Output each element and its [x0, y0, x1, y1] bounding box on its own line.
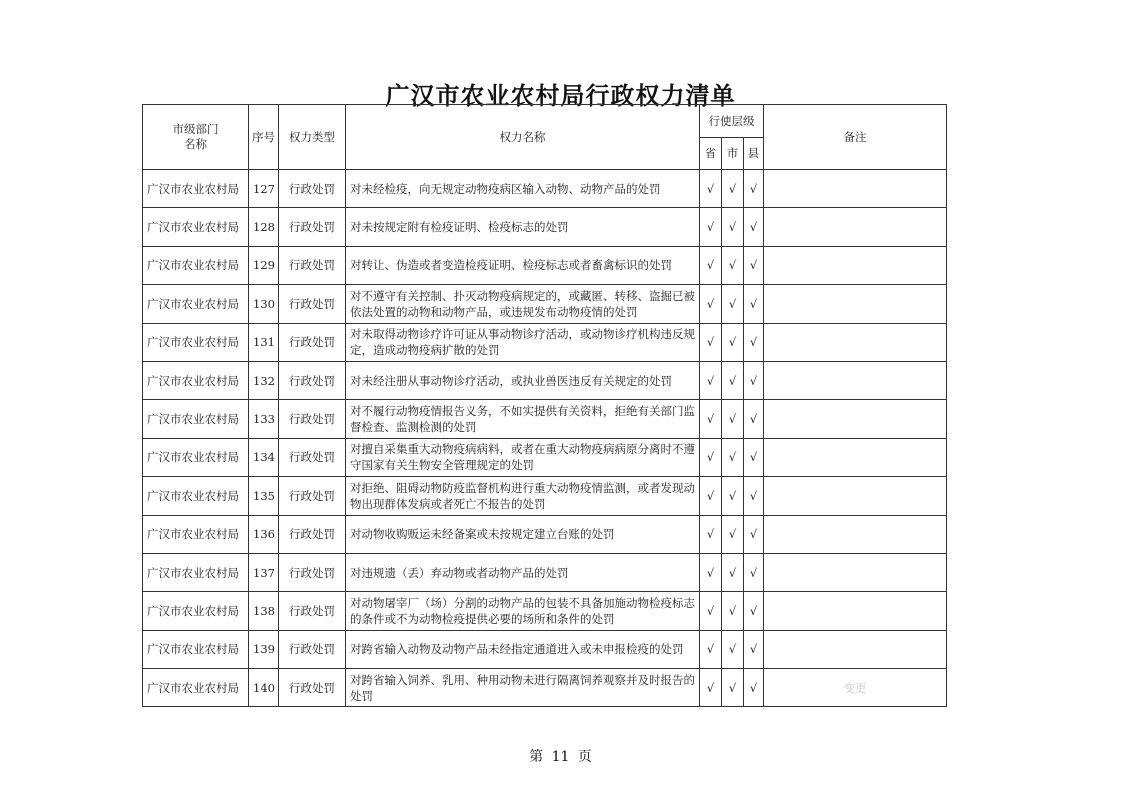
note-cell	[764, 400, 947, 438]
county-check: √	[744, 477, 764, 515]
table-row	[143, 170, 947, 208]
province-check: √	[700, 170, 722, 208]
type-cell: 行政处罚	[279, 323, 346, 361]
type-cell: 行政处罚	[279, 553, 346, 591]
dept-cell: 广汉市农业农村局	[143, 285, 249, 323]
table-row	[143, 515, 947, 553]
note-cell	[764, 477, 947, 515]
name-cell: 对未取得动物诊疗许可证从事动物诊疗活动，或动物诊疗机构违反规定，造成动物疫病扩散的处罚	[346, 323, 700, 361]
province-check: √	[700, 592, 722, 630]
province-check: √	[700, 285, 722, 323]
page-number	[0, 746, 1121, 766]
city-check: √	[722, 361, 744, 399]
type-cell: 行政处罚	[279, 285, 346, 323]
province-check: √	[700, 515, 722, 553]
header-seq: 序号	[249, 105, 279, 170]
seq-cell: 137	[249, 553, 279, 591]
seq-cell: 134	[249, 438, 279, 476]
seq-cell: 129	[249, 246, 279, 284]
table-row	[143, 592, 947, 630]
dept-cell: 广汉市农业农村局	[143, 323, 249, 361]
power-list-table	[142, 104, 947, 707]
table-row	[143, 361, 947, 399]
seq-cell: 138	[249, 592, 279, 630]
province-check: √	[700, 630, 722, 668]
name-cell: 对动物屠宰厂（场）分割的动物产品的包装不具备加施动物检疫标志的条件或不为动物检疫提供必要的场所和条件的处罚	[346, 592, 700, 630]
dept-cell: 广汉市农业农村局	[143, 630, 249, 668]
county-check: √	[744, 515, 764, 553]
type-cell: 行政处罚	[279, 630, 346, 668]
header-county: 县	[744, 137, 764, 170]
seq-cell: 131	[249, 323, 279, 361]
dept-cell: 广汉市农业农村局	[143, 553, 249, 591]
county-check: √	[744, 208, 764, 246]
city-check: √	[722, 323, 744, 361]
type-cell: 行政处罚	[279, 170, 346, 208]
province-check: √	[700, 246, 722, 284]
dept-cell: 广汉市农业农村局	[143, 400, 249, 438]
city-check: √	[722, 208, 744, 246]
dept-cell: 广汉市农业农村局	[143, 361, 249, 399]
city-check: √	[722, 246, 744, 284]
province-check: √	[700, 438, 722, 476]
name-cell: 对违规遗（丢）弃动物或者动物产品的处罚	[346, 553, 700, 591]
county-check: √	[744, 361, 764, 399]
seq-cell: 127	[249, 170, 279, 208]
dept-cell: 广汉市农业农村局	[143, 208, 249, 246]
type-cell: 行政处罚	[279, 361, 346, 399]
name-cell: 对擅自采集重大动物疫病病料，或者在重大动物疫病病原分离时不遵守国家有关生物安全管理规定的处罚	[346, 438, 700, 476]
county-check: √	[744, 592, 764, 630]
type-cell: 行政处罚	[279, 515, 346, 553]
seq-cell: 135	[249, 477, 279, 515]
table-row	[143, 400, 947, 438]
table-row	[143, 553, 947, 591]
header-type: 权力类型	[279, 105, 346, 170]
city-check: √	[722, 285, 744, 323]
city-check: √	[722, 553, 744, 591]
dept-cell: 广汉市农业农村局	[143, 669, 249, 707]
type-cell: 行政处罚	[279, 400, 346, 438]
page-suffix: 页	[577, 749, 592, 765]
county-check: √	[744, 246, 764, 284]
dept-cell: 广汉市农业农村局	[143, 170, 249, 208]
note-cell	[764, 285, 947, 323]
type-cell: 行政处罚	[279, 669, 346, 707]
page-title: 广汉市农业农村局行政权力清单	[385, 81, 736, 110]
county-check: √	[744, 438, 764, 476]
county-check: √	[744, 630, 764, 668]
type-cell: 行政处罚	[279, 438, 346, 476]
city-check: √	[722, 477, 744, 515]
province-check: √	[700, 669, 722, 707]
note-cell: 变更	[764, 669, 947, 707]
dept-cell: 广汉市农业农村局	[143, 515, 249, 553]
dept-cell: 广汉市农业农村局	[143, 246, 249, 284]
table-row	[143, 477, 947, 515]
note-cell	[764, 246, 947, 284]
table-row	[143, 630, 947, 668]
name-cell: 对不遵守有关控制、扑灭动物疫病规定的，或藏匿、转移、盗掘已被依法处置的动物和动物产品，或违规发布动物疫情的处罚	[346, 285, 700, 323]
seq-cell: 130	[249, 285, 279, 323]
type-cell: 行政处罚	[279, 592, 346, 630]
note-cell	[764, 170, 947, 208]
county-check: √	[744, 669, 764, 707]
type-cell: 行政处罚	[279, 477, 346, 515]
name-cell: 对拒绝、阻碍动物防疫监督机构进行重大动物疫情监测，或者发现动物出现群体发病或者死亡不报告的处罚	[346, 477, 700, 515]
table-row	[143, 246, 947, 284]
page-prefix: 第	[529, 749, 544, 765]
seq-cell: 140	[249, 669, 279, 707]
header-dept: 市级部门名称	[143, 105, 249, 170]
table-row	[143, 208, 947, 246]
city-check: √	[722, 400, 744, 438]
name-cell: 对不履行动物疫情报告义务，不如实提供有关资料，拒绝有关部门监督检查、监测检测的处罚	[346, 400, 700, 438]
city-check: √	[722, 669, 744, 707]
header-level: 行使层级	[700, 105, 764, 138]
note-cell	[764, 553, 947, 591]
city-check: √	[722, 630, 744, 668]
name-cell: 对转让、伪造或者变造检疫证明、检疫标志或者畜禽标识的处罚	[346, 246, 700, 284]
city-check: √	[722, 515, 744, 553]
note-cell	[764, 592, 947, 630]
name-cell: 对未经检疫，向无规定动物疫病区输入动物、动物产品的处罚	[346, 170, 700, 208]
county-check: √	[744, 400, 764, 438]
name-cell: 对动物收购贩运未经备案或未按规定建立台账的处罚	[346, 515, 700, 553]
note-cell	[764, 438, 947, 476]
name-cell: 对未经注册从事动物诊疗活动，或执业兽医违反有关规定的处罚	[346, 361, 700, 399]
province-check: √	[700, 553, 722, 591]
note-cell	[764, 208, 947, 246]
table-row	[143, 669, 947, 707]
province-check: √	[700, 400, 722, 438]
table-row	[143, 438, 947, 476]
seq-cell: 139	[249, 630, 279, 668]
province-check: √	[700, 361, 722, 399]
note-cell	[764, 630, 947, 668]
page-num: 11	[551, 749, 570, 765]
county-check: √	[744, 170, 764, 208]
header-city: 市	[722, 137, 744, 170]
dept-cell: 广汉市农业农村局	[143, 592, 249, 630]
name-cell: 对未按规定附有检疫证明、检疫标志的处罚	[346, 208, 700, 246]
type-cell: 行政处罚	[279, 208, 346, 246]
province-check: √	[700, 477, 722, 515]
note-cell	[764, 361, 947, 399]
city-check: √	[722, 592, 744, 630]
seq-cell: 128	[249, 208, 279, 246]
name-cell: 对跨省输入饲养、乳用、种用动物未进行隔离饲养观察并及时报告的处罚	[346, 669, 700, 707]
header-name: 权力名称	[346, 105, 700, 170]
note-cell	[764, 323, 947, 361]
note-cell	[764, 515, 947, 553]
county-check: √	[744, 553, 764, 591]
type-cell: 行政处罚	[279, 246, 346, 284]
seq-cell: 136	[249, 515, 279, 553]
province-check: √	[700, 208, 722, 246]
header-province: 省	[700, 137, 722, 170]
city-check: √	[722, 438, 744, 476]
dept-cell: 广汉市农业农村局	[143, 438, 249, 476]
table-row	[143, 285, 947, 323]
dept-cell: 广汉市农业农村局	[143, 477, 249, 515]
seq-cell: 132	[249, 361, 279, 399]
table-row	[143, 323, 947, 361]
county-check: √	[744, 323, 764, 361]
province-check: √	[700, 323, 722, 361]
name-cell: 对跨省输入动物及动物产品未经指定通道进入或未申报检疫的处罚	[346, 630, 700, 668]
city-check: √	[722, 170, 744, 208]
header-note: 备注	[764, 105, 947, 170]
county-check: √	[744, 285, 764, 323]
seq-cell: 133	[249, 400, 279, 438]
